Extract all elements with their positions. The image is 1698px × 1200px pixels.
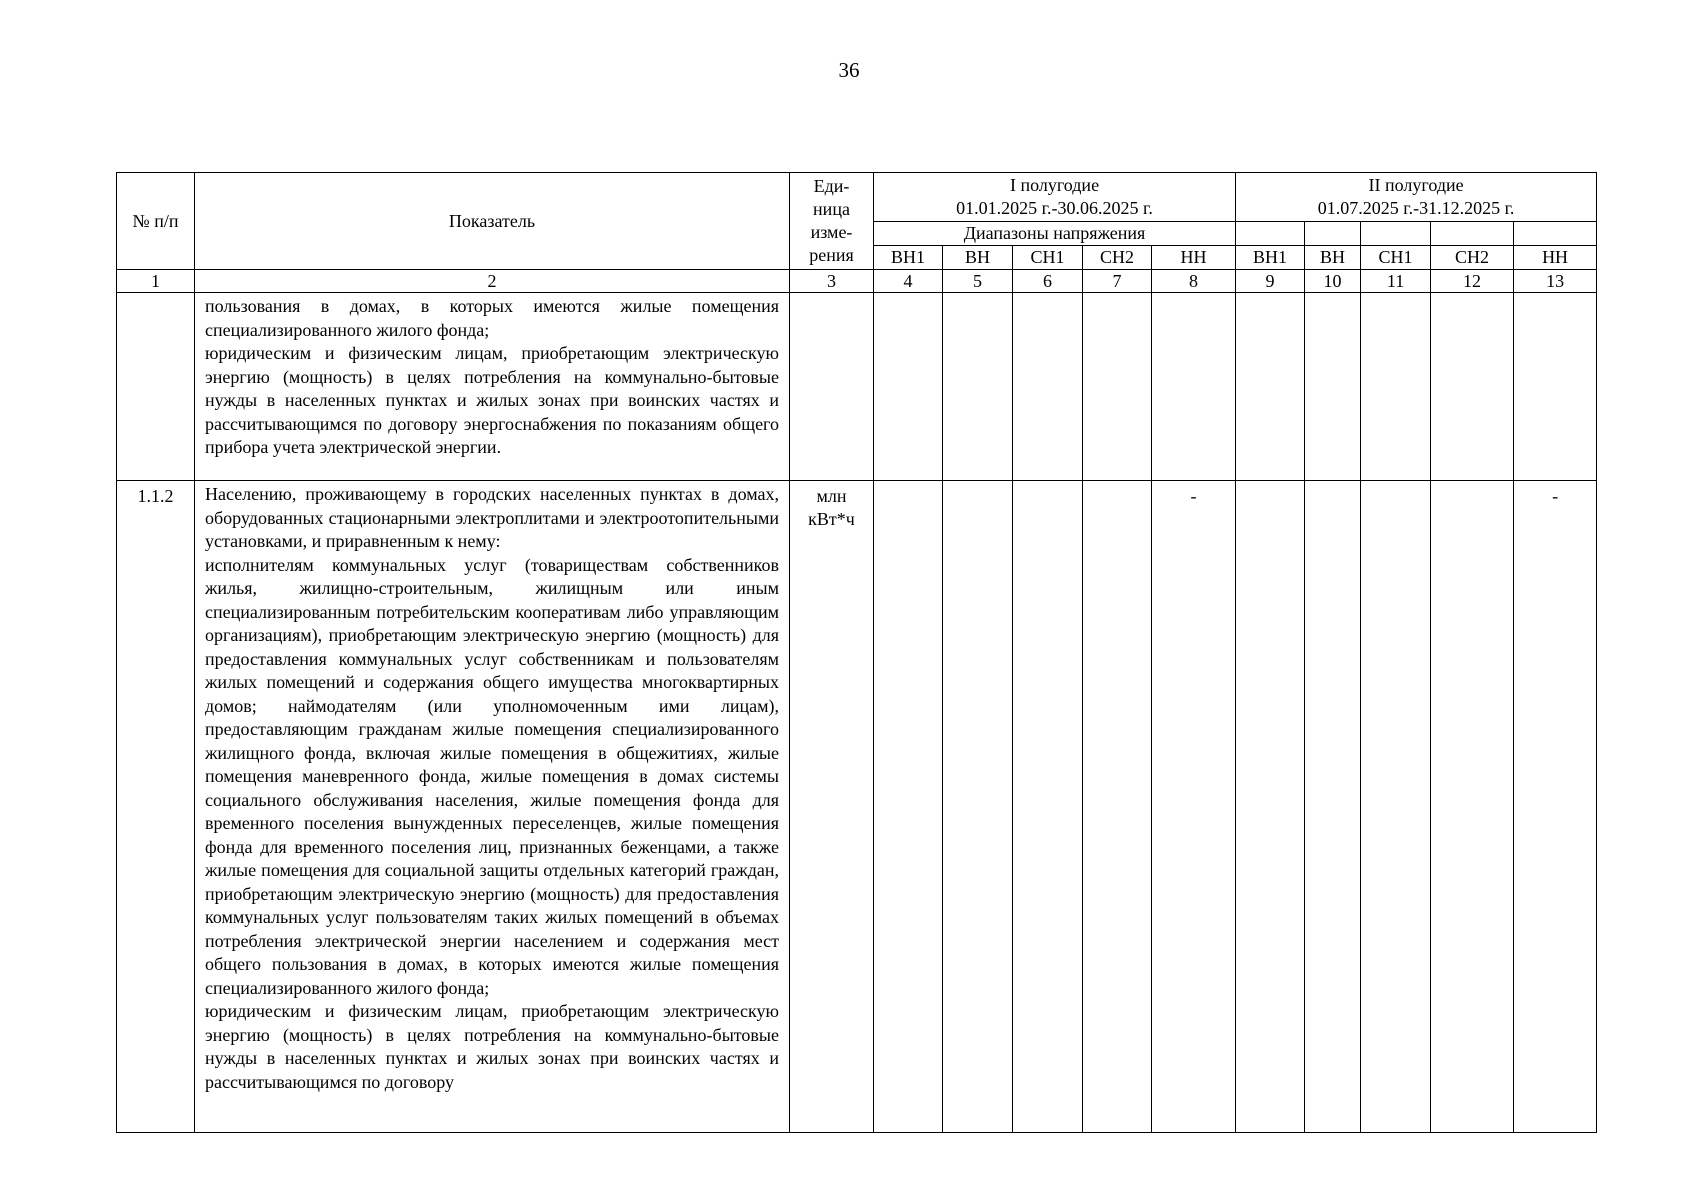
column-number: 1 (117, 270, 195, 293)
column-number: 2 (195, 270, 790, 293)
header-half1-period: 01.01.2025 г.-30.06.2025 г. (956, 197, 1153, 218)
value-cell: - (1514, 481, 1597, 1133)
column-number: 9 (1236, 270, 1305, 293)
indicator-paragraph: исполнителям коммунальных услуг (товариществам собственников жилья, жилищно-строительным, жилищным или иным специализированным потребительским кооперативам либо управляющим организациям), приобретающим электрическую энергию (мощность) для предоставления коммунальных услуг собственникам и пользователям жилых помещений и содержания общего имущества многоквартирных домов; наймодателям (или уполномоченным ими лицам), предоставляющим гражданам жилые помещения специализированного жилищного фонда, включая жилые помещения в общежитиях, жилые помещения маневренного фонда, жилые помещения в домах системы социального обслуживания населения, жилые помещения фонда для временного поселения вынужденных переселенцев, жилые помещения фонда для временного поселения лиц, признанных беженцами, а также жилые помещения для социальной защиты отдельных категорий граждан, приобретающим электрическую энергию (мощность) для предоставления коммунальных услуг пользователям таких жилых помещений в объемах потребления электрической энергии населением и содержания мест общего пользования в домах, в которых имеются жилые помещения специализированного жилого фонда; (205, 554, 779, 998)
header-voltage-ranges: Диапазоны напряжения (874, 221, 1236, 245)
value-cell (1083, 481, 1152, 1133)
header-col-no: № п/п (117, 173, 195, 270)
value-cell (1013, 481, 1083, 1133)
value-cell (943, 481, 1013, 1133)
column-number: 4 (874, 270, 943, 293)
value-cell (874, 481, 943, 1133)
page-number: 36 (838, 58, 860, 82)
header-empty-cell (1514, 221, 1597, 245)
value-cell (1431, 481, 1514, 1133)
tariff-table (116, 172, 1597, 1133)
value-cell (1305, 293, 1361, 481)
row-number (117, 293, 195, 481)
header-empty-cell (1431, 221, 1514, 245)
voltage-h1: СН1 (1013, 245, 1083, 269)
voltage-h2: СН1 (1361, 245, 1431, 269)
column-number: 7 (1083, 270, 1152, 293)
row-unit (790, 293, 874, 481)
value-cell (1361, 293, 1431, 481)
header-half2-title: II полугодие (1368, 174, 1464, 195)
row-unit (790, 481, 874, 1133)
value-cell (1305, 481, 1361, 1133)
header-unit-line: Еди- (813, 176, 850, 196)
value-cell (1514, 293, 1597, 481)
column-number: 5 (943, 270, 1013, 293)
value-cell (1431, 293, 1514, 481)
header-half1 (874, 173, 1236, 222)
indicator-paragraph: Населению, проживающему в городских населенных пунктах в домах, оборудованных стационарными электроплитами и электроотопительными установками, и приравненным к нему: (205, 484, 779, 551)
voltage-h2: ВН1 (1236, 245, 1305, 269)
value-cell (1236, 481, 1305, 1133)
header-unit-line: рения (809, 245, 854, 265)
voltage-h1: СН2 (1083, 245, 1152, 269)
column-number: 12 (1431, 270, 1514, 293)
header-row-1 (117, 173, 1597, 222)
header-unit-line: ница (813, 199, 850, 219)
value-cell: - (1152, 481, 1236, 1133)
voltage-h1: НН (1152, 245, 1236, 269)
voltage-h1: ВН (943, 245, 1013, 269)
header-empty-cell (1236, 221, 1305, 245)
header-col-indicator: Показатель (195, 173, 790, 270)
column-number: 8 (1152, 270, 1236, 293)
value-cell (1152, 293, 1236, 481)
column-number: 10 (1305, 270, 1361, 293)
header-half1-title: I полугодие (1009, 174, 1100, 195)
voltage-h2: СН2 (1431, 245, 1514, 269)
column-number: 11 (1361, 270, 1431, 293)
column-numbers-row (117, 270, 1597, 293)
column-number: 6 (1013, 270, 1083, 293)
row-indicator-text (195, 293, 790, 481)
header-half2 (1236, 173, 1597, 222)
header-col-unit (790, 173, 874, 270)
indicator-paragraph: юридическим и физическим лицам, приобретающим электрическую энергию (мощность) в целях потребления на коммунально-бытовые нужды в населенных пунктах и жилых зонах при воинских частях и рассчитывающимся по договору энергоснабжения по показаниям общего прибора учета электрической энергии. (205, 343, 779, 457)
row-number: 1.1.2 (117, 481, 195, 1133)
header-half2-period: 01.07.2025 г.-31.12.2025 г. (1317, 197, 1515, 218)
indicator-paragraph: юридическим и физическим лицам, приобретающим электрическую энергию (мощность) в целях потребления на коммунально-бытовые нужды в населенных пунктах и жилых зонах при воинских частях и рассчитывающимся по договору (205, 1001, 779, 1092)
table-row (117, 293, 1597, 481)
value-cell (1361, 481, 1431, 1133)
header-unit-line: изме- (810, 222, 853, 242)
header-empty-cell (1361, 221, 1431, 245)
value-cell (1083, 293, 1152, 481)
voltage-h2: НН (1514, 245, 1597, 269)
value-cell (1013, 293, 1083, 481)
value-cell (874, 293, 943, 481)
column-number: 13 (1514, 270, 1597, 293)
row-indicator-text (195, 481, 790, 1133)
unit-line: млн (816, 486, 847, 506)
voltage-h1: ВН1 (874, 245, 943, 269)
header-empty-cell (1305, 221, 1361, 245)
voltage-h2: ВН (1305, 245, 1361, 269)
unit-line: кВт*ч (808, 509, 855, 529)
value-cell (943, 293, 1013, 481)
column-number: 3 (790, 270, 874, 293)
value-cell (1236, 293, 1305, 481)
table-row (117, 481, 1597, 1133)
indicator-paragraph: пользования в домах, в которых имеются жилые помещения специализированного жилого фонда; (205, 296, 779, 340)
